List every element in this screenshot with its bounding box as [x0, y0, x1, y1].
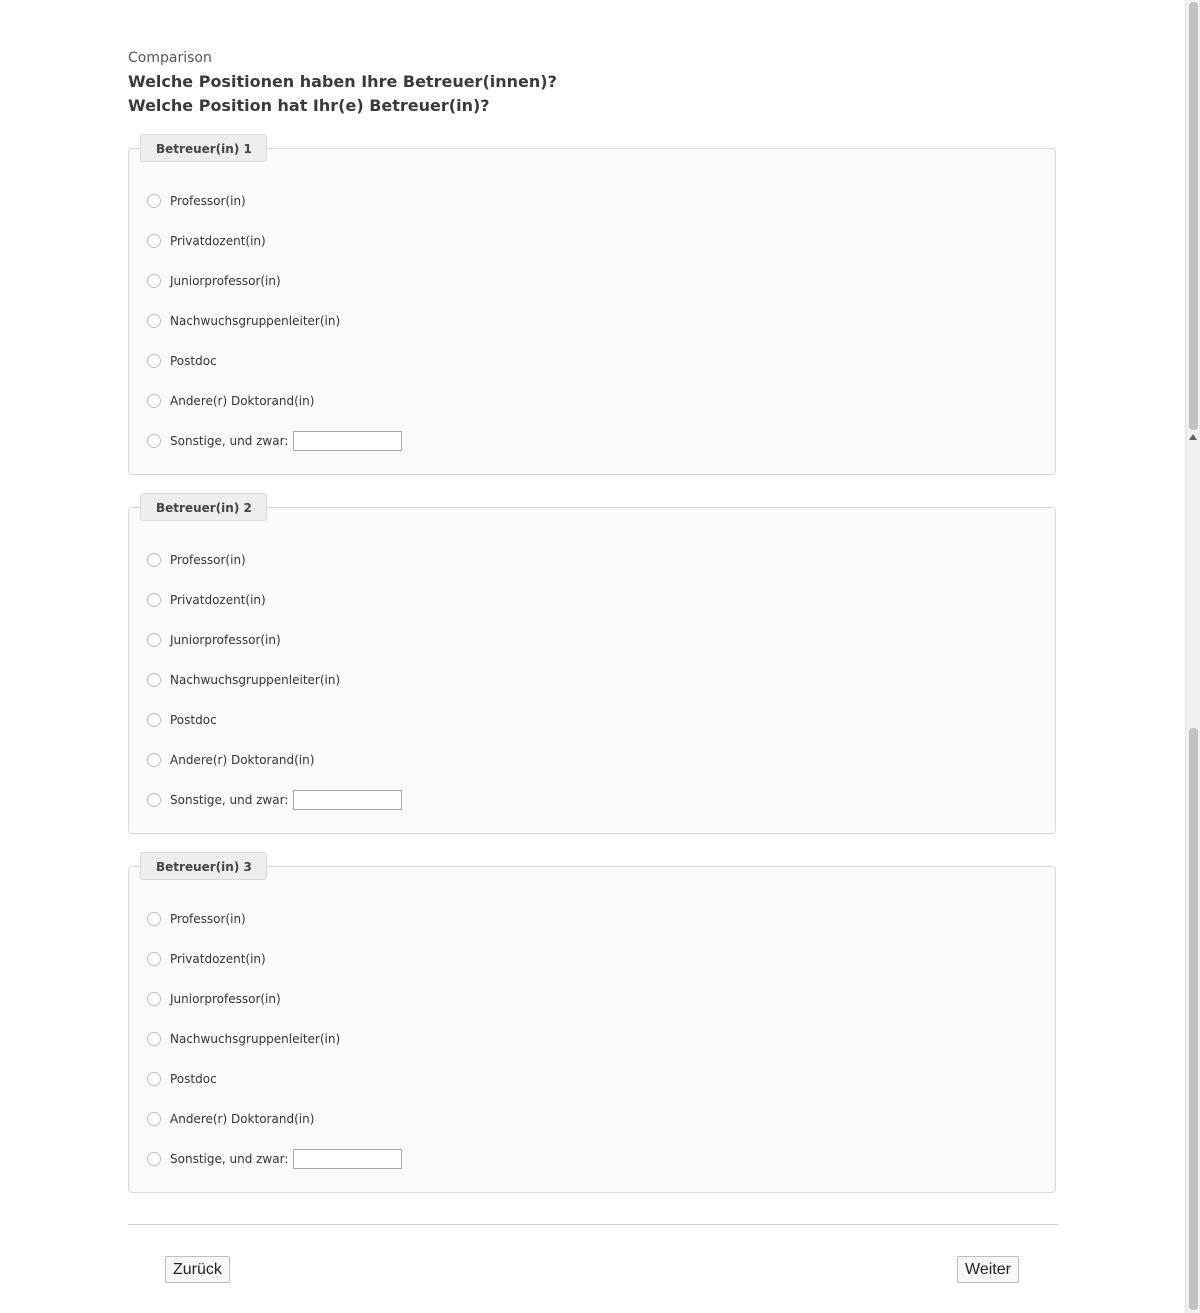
- radio-button[interactable]: [147, 793, 161, 807]
- option-label: Nachwuchsgruppenleiter(in): [170, 1032, 341, 1046]
- option-label: Postdoc: [170, 713, 217, 727]
- radio-button[interactable]: [147, 234, 161, 248]
- option-label: Nachwuchsgruppenleiter(in): [170, 314, 341, 328]
- radio-button[interactable]: [147, 952, 161, 966]
- option-postdoc[interactable]: [147, 351, 217, 371]
- section-label: Comparison: [128, 50, 212, 66]
- radio-button[interactable]: [147, 434, 161, 448]
- option-label: Juniorprofessor(in): [170, 633, 281, 647]
- back-button[interactable]: Zurück: [165, 1256, 230, 1283]
- option-professor[interactable]: [147, 191, 246, 211]
- vertical-scrollbar[interactable]: [1185, 0, 1200, 1313]
- option-andere-doktorand[interactable]: [147, 391, 314, 411]
- scroll-up-arrow-icon[interactable]: [1189, 434, 1197, 440]
- option-nachwuchsgruppenleiter[interactable]: [147, 670, 340, 690]
- option-label: Sonstige, und zwar:: [170, 793, 289, 807]
- option-nachwuchsgruppenleiter[interactable]: [147, 1029, 340, 1049]
- scrollbar-thumb-lower[interactable]: [1189, 728, 1198, 1310]
- option-juniorprofessor[interactable]: [147, 630, 281, 650]
- other-text-input[interactable]: [293, 431, 402, 451]
- option-label: Andere(r) Doktorand(in): [170, 1112, 315, 1126]
- group-legend: Betreuer(in) 2: [140, 493, 267, 521]
- option-label: Juniorprofessor(in): [170, 274, 281, 288]
- radio-button[interactable]: [147, 992, 161, 1006]
- option-label: Professor(in): [170, 553, 246, 567]
- option-privatdozent[interactable]: [147, 949, 266, 969]
- radio-button[interactable]: [147, 354, 161, 368]
- supervisor-group-2: [128, 501, 1056, 834]
- option-nachwuchsgruppenleiter[interactable]: [147, 311, 340, 331]
- scrollbar-thumb-upper[interactable]: [1189, 2, 1198, 430]
- option-sonstige[interactable]: [147, 1149, 402, 1169]
- group-legend: Betreuer(in) 3: [140, 852, 267, 880]
- option-postdoc[interactable]: [147, 710, 217, 730]
- radio-button[interactable]: [147, 194, 161, 208]
- option-postdoc[interactable]: [147, 1069, 217, 1089]
- radio-button[interactable]: [147, 1112, 161, 1126]
- option-juniorprofessor[interactable]: [147, 989, 281, 1009]
- option-label: Professor(in): [170, 912, 246, 926]
- radio-button[interactable]: [147, 1032, 161, 1046]
- divider: [128, 1224, 1058, 1225]
- option-andere-doktorand[interactable]: [147, 1109, 314, 1129]
- option-label: Sonstige, und zwar:: [170, 434, 289, 448]
- option-juniorprofessor[interactable]: [147, 271, 281, 291]
- radio-button[interactable]: [147, 1152, 161, 1166]
- radio-button[interactable]: [147, 314, 161, 328]
- radio-button[interactable]: [147, 633, 161, 647]
- radio-button[interactable]: [147, 274, 161, 288]
- option-label: Juniorprofessor(in): [170, 992, 281, 1006]
- option-label: Nachwuchsgruppenleiter(in): [170, 673, 341, 687]
- option-label: Professor(in): [170, 194, 246, 208]
- supervisor-group-1: [128, 142, 1056, 475]
- option-privatdozent[interactable]: [147, 231, 266, 251]
- question-title-singular: Welche Position hat Ihr(e) Betreuer(in)?: [128, 96, 490, 115]
- other-text-input[interactable]: [293, 790, 402, 810]
- option-label: Andere(r) Doktorand(in): [170, 394, 315, 408]
- option-label: Privatdozent(in): [170, 952, 266, 966]
- radio-button[interactable]: [147, 553, 161, 567]
- radio-button[interactable]: [147, 394, 161, 408]
- option-sonstige[interactable]: [147, 790, 402, 810]
- next-button[interactable]: Weiter: [957, 1256, 1019, 1283]
- radio-button[interactable]: [147, 673, 161, 687]
- radio-button[interactable]: [147, 912, 161, 926]
- option-label: Andere(r) Doktorand(in): [170, 753, 315, 767]
- supervisor-group-3: [128, 860, 1056, 1193]
- option-sonstige[interactable]: [147, 431, 402, 451]
- option-andere-doktorand[interactable]: [147, 750, 314, 770]
- group-legend: Betreuer(in) 1: [140, 134, 267, 162]
- option-privatdozent[interactable]: [147, 590, 266, 610]
- option-label: Postdoc: [170, 1072, 217, 1086]
- option-label: Privatdozent(in): [170, 234, 266, 248]
- other-text-input[interactable]: [293, 1149, 402, 1169]
- radio-button[interactable]: [147, 1072, 161, 1086]
- question-title-plural: Welche Positionen haben Ihre Betreuer(innen)?: [128, 72, 557, 91]
- radio-button[interactable]: [147, 713, 161, 727]
- radio-button[interactable]: [147, 593, 161, 607]
- option-label: Postdoc: [170, 354, 217, 368]
- option-label: Sonstige, und zwar:: [170, 1152, 289, 1166]
- option-professor[interactable]: [147, 550, 246, 570]
- option-professor[interactable]: [147, 909, 246, 929]
- option-label: Privatdozent(in): [170, 593, 266, 607]
- radio-button[interactable]: [147, 753, 161, 767]
